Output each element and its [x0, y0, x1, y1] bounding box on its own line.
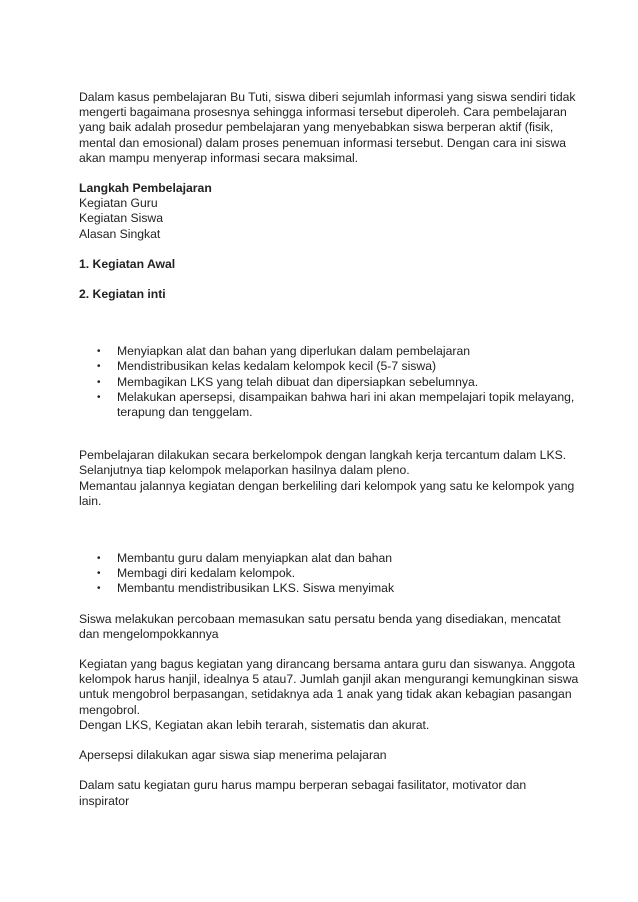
list-item: • Membagikan LKS yang telah dibuat dan dipersiapkan sebelumnya. [97, 374, 479, 389]
list-item: • Menyiapkan alat dan bahan yang diperlukan dalam pembelajaran [97, 344, 471, 359]
bullet-icon: • [97, 376, 101, 388]
section-kegiatan-inti: 2. Kegiatan inti [79, 287, 166, 302]
guru-paragraph: Pembelajaran dilakukan secara berkelompok dengan langkah kerja tercantum dalam LKS. Selanjutnya tiap kelompok melaporkan hasilnya dalam pleno. Memantau jalannya kegiatan dengan berkeliling dari kelompok yang satu ke kelompok yang lain. [79, 448, 575, 508]
intro-paragraph: Dalam kasus pembelajaran Bu Tuti, siswa diberi sejumlah informasi yang siswa sendiri tidak mengerti bagaimana prosesnya sehingga informasi tersebut diperoleh. Cara pembelajaran yang baik adalah prosedur pembelajaran yang menyebabkan siswa berperan aktif (fisik, mental dan emosional) dalam proses penemuan informasi tersebut. Dengan cara ini siswa akan mampu menyerap informasi secara maksimal. [79, 90, 576, 165]
list-item: • Membagi diri kedalam kelompok. [97, 566, 296, 581]
langkah-col-alasan: Alasan Singkat [79, 226, 161, 241]
bullet-icon: • [97, 391, 101, 403]
section-kegiatan-awal: 1. Kegiatan Awal [79, 256, 176, 271]
bullet-icon: • [97, 583, 101, 595]
siswa-paragraph: Siswa melakukan percobaan memasukan satu persatu benda yang disediakan, mencatat dan mengelompokkannya [79, 611, 561, 641]
list-item: • Melakukan apersepsi, disampaikan bahwa hari ini akan mempelajari topik melayang, terapung dan tenggelam. [97, 389, 575, 420]
list-item: • Mendistribusikan kelas kedalam kelompok kecil (5-7 siswa) [97, 359, 437, 374]
bullet-icon: • [97, 553, 101, 565]
langkah-col-guru: Kegiatan Guru [79, 196, 158, 211]
apersepsi-paragraph: Apersepsi dilakukan agar siswa siap menerima pelajaran [79, 748, 387, 763]
bullet-icon: • [97, 346, 101, 358]
list-item: • Membantu mendistribusikan LKS. Siswa menyimak [97, 581, 395, 596]
langkah-col-siswa: Kegiatan Siswa [79, 211, 164, 226]
document-body [79, 90, 579, 809]
bullet-list-siswa [79, 551, 579, 597]
langkah-title: Langkah Pembelajaran [79, 181, 212, 196]
list-item: • Membantu guru dalam menyiapkan alat dan bahan [97, 551, 393, 566]
bullet-icon: • [97, 361, 101, 373]
langkah-block [79, 181, 579, 242]
bullet-list-guru [79, 344, 579, 420]
bullet-icon: • [97, 568, 101, 580]
alasan-paragraph: Kegiatan yang bagus kegiatan yang dirancang bersama antara guru dan siswanya. Anggota kelompok harus hanjil, idealnya 5 atau7. Jumlah ganjil akan mengurangi kemungkinan siswa untuk mengobrol berpasangan, setidaknya ada 1 anak yang tidak akan kebagian pasangan mengobrol. Dengan LKS, Kegiatan akan lebih terarah, sistematis dan akurat. [79, 657, 579, 732]
closing-paragraph: Dalam satu kegiatan guru harus mampu berperan sebagai fasilitator, motivator dan inspirator [79, 778, 527, 808]
